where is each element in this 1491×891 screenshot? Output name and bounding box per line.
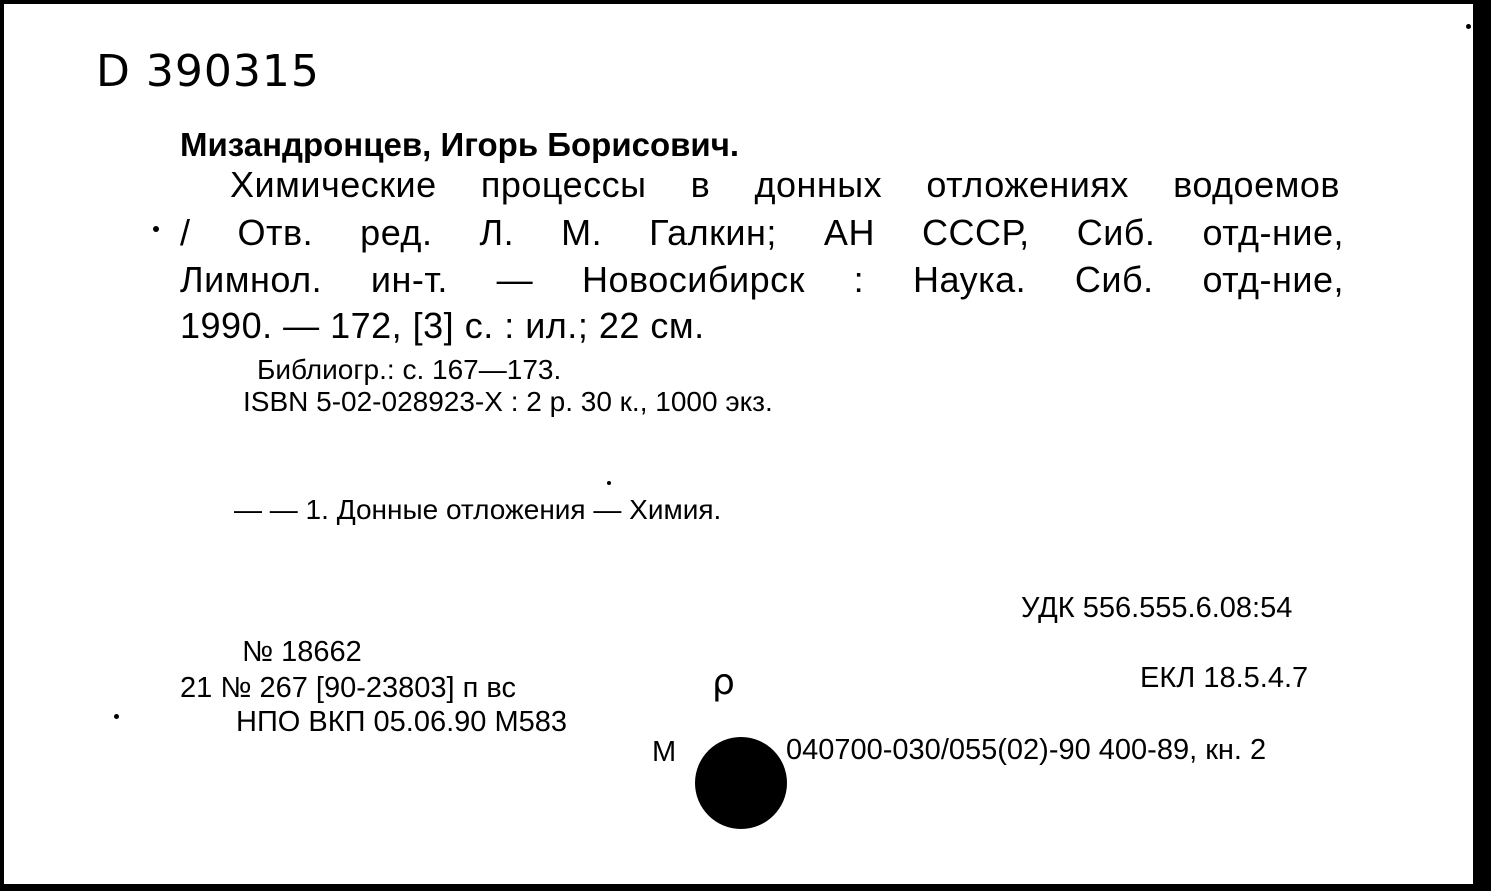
registry-line-2: 21 № 267 [90-23803] п вс <box>180 672 516 704</box>
description-line-2: / Отв. ред. Л. М. Галкин; АН СССР, Сиб. отд-ние, <box>180 212 1344 253</box>
bottom-code-prefix: М <box>652 736 677 768</box>
registry-number: № 18662 <box>242 636 362 668</box>
catalog-card <box>4 4 1478 884</box>
speck-dot <box>607 481 611 485</box>
subject-heading: — — 1. Донные отложения — Химия. <box>234 494 722 525</box>
bibliography-note: Библиогр.: с. 167—173. <box>257 354 562 385</box>
ekl-code: ЕКЛ 18.5.4.7 <box>1140 662 1309 694</box>
description-line-3: Лимнол. ин-т. — Новосибирск : Наука. Сиб. отд-ние, <box>180 259 1344 300</box>
isbn-note: ISBN 5-02-028923-X : 2 р. 30 к., 1000 экз. <box>243 386 773 417</box>
speck-dot <box>114 714 119 719</box>
udk-code: УДК 556.555.6.08:54 <box>1021 592 1293 624</box>
author-name: Мизандронцев, Игорь Борисович. <box>180 126 740 163</box>
handwritten-mark: ρ <box>712 662 736 703</box>
registry-line-3: НПО ВКП 05.06.90 М583 <box>236 706 568 738</box>
speck-dot <box>153 226 159 232</box>
description-line-4: 1990. — 172, [3] с. : ил.; 22 см. <box>180 305 705 346</box>
speck-dot <box>1466 24 1471 29</box>
description-line-1: Химические процессы в донных отложениях водоемов <box>230 164 1340 205</box>
punch-hole <box>695 737 787 829</box>
call-number: D 390315 <box>96 46 320 97</box>
bottom-code: 040700-030/055(02)-90 400-89, кн. 2 <box>786 734 1267 766</box>
